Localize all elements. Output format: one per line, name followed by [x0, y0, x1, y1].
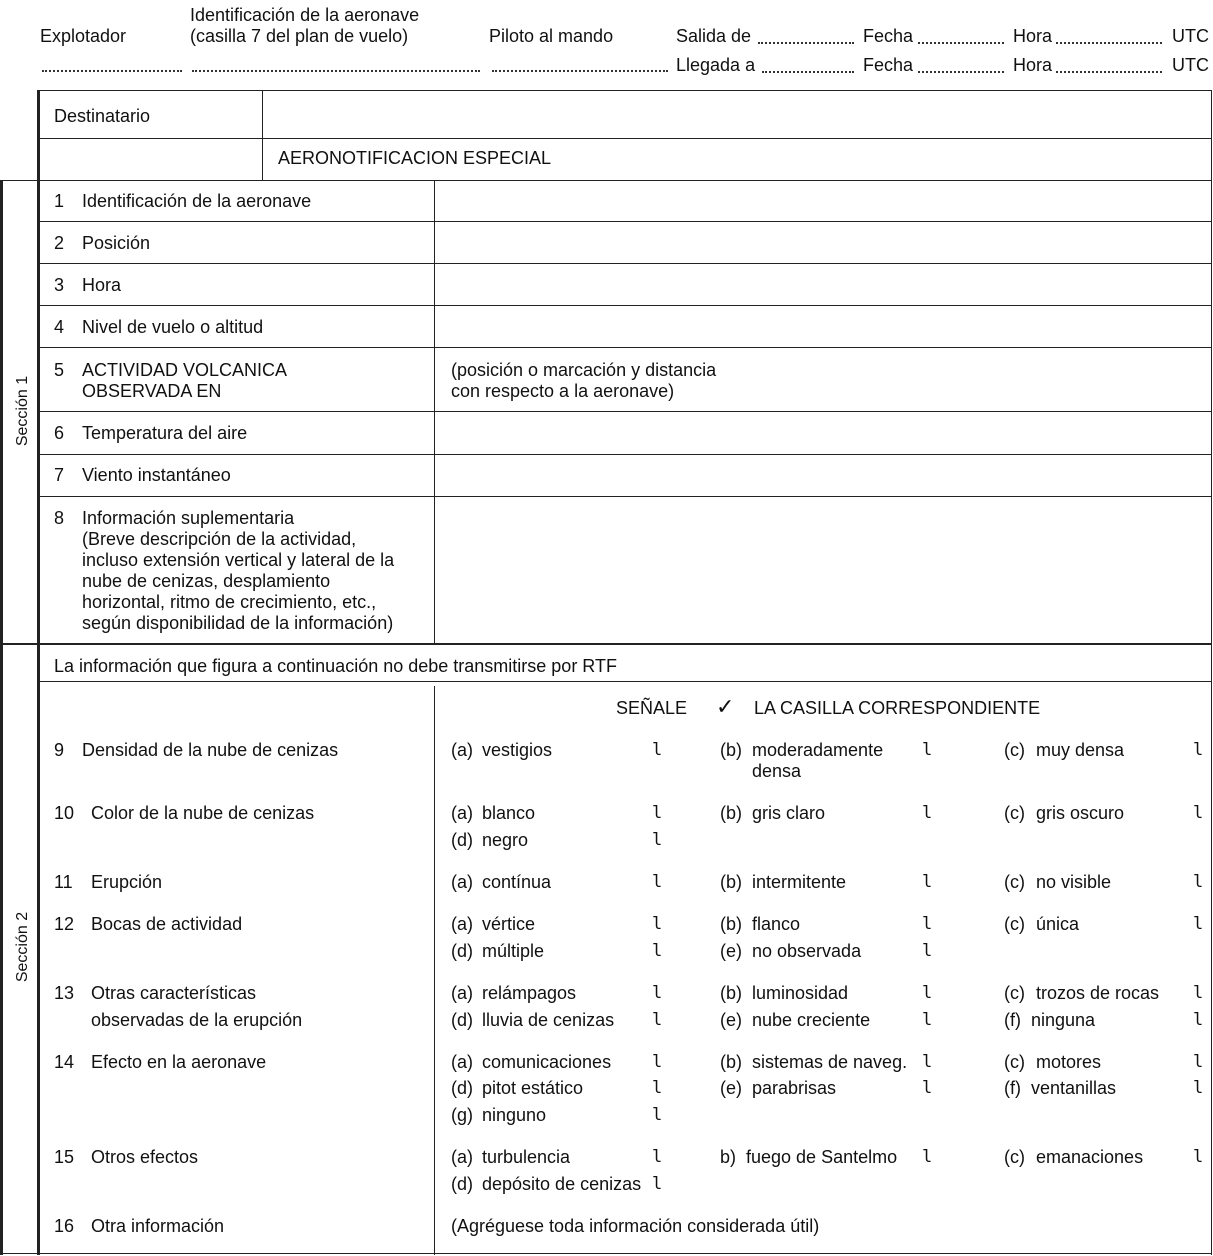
row-label: Nivel de vuelo o altitud	[82, 317, 264, 337]
section-1-label: Sección 1	[14, 375, 31, 447]
checkbox[interactable]: l	[652, 1174, 663, 1194]
row-number: 9	[54, 740, 65, 760]
arrival-time-label: Hora	[1013, 55, 1053, 75]
option-letter: (a)	[451, 983, 473, 1003]
option-letter: (f)	[1004, 1078, 1021, 1098]
departure-utc-label: UTC	[1172, 26, 1209, 46]
row-number: 7	[54, 465, 65, 485]
option-letter: b)	[720, 1147, 737, 1167]
row-note: (Agréguese toda información considerada útil)	[451, 1216, 820, 1236]
option-label: múltiple	[482, 941, 545, 961]
row-label: Temperatura del aire	[82, 423, 248, 443]
option-label: muy densa	[1036, 740, 1125, 760]
row-label: Otras características	[91, 983, 257, 1003]
option-letter: (d)	[451, 1078, 473, 1098]
addressee-label: Destinatario	[54, 106, 151, 126]
row-number: 5	[54, 360, 65, 380]
row-label: Información suplementaria	[82, 508, 295, 528]
row-label: Densidad de la nube de cenizas	[82, 740, 339, 760]
option-label: luminosidad	[752, 983, 849, 1003]
option-letter: (a)	[451, 914, 473, 934]
departure-date-label: Fecha	[863, 26, 914, 46]
row-label: Viento instantáneo	[82, 465, 231, 485]
option-letter: (b)	[720, 914, 742, 934]
row-note: (Breve descripción de la actividad, incluso extensión vertical y lateral de la nube de cenizas, desplamiento horizontal, ritmo de crecimiento, etc., según disponibilidad de la información)	[82, 529, 395, 633]
spot-wind-input[interactable]	[437, 457, 1209, 494]
arrival-date-label: Fecha	[863, 55, 914, 75]
checkbox[interactable]: l	[652, 1052, 663, 1072]
option-label-line-2: densa	[752, 761, 802, 781]
supplementary-info-input[interactable]	[437, 499, 1209, 641]
row-number: 13	[54, 983, 75, 1003]
checkbox[interactable]: l	[1193, 1147, 1204, 1167]
row-label-line-2: observadas de la erupción	[91, 1010, 303, 1030]
option-letter: (c)	[1004, 872, 1025, 892]
pilot-field[interactable]	[492, 70, 668, 72]
option-letter: (e)	[720, 941, 742, 961]
operator-label: Explotador	[40, 26, 127, 46]
checkbox[interactable]: l	[922, 1147, 933, 1167]
option-label: moderadamente	[752, 740, 884, 760]
checkbox[interactable]: l	[1193, 740, 1204, 760]
row-label: Otros efectos	[91, 1147, 199, 1167]
checkbox[interactable]: l	[922, 872, 933, 892]
checkbox[interactable]: l	[1193, 983, 1204, 1003]
departure-label: Salida de	[676, 26, 752, 46]
checkbox[interactable]: l	[922, 914, 933, 934]
option-letter: (c)	[1004, 740, 1025, 760]
option-letter: (e)	[720, 1078, 742, 1098]
departure-time-field[interactable]	[1056, 42, 1162, 44]
option-label: depósito de cenizas	[482, 1174, 642, 1194]
row-number: 16	[54, 1216, 75, 1236]
option-letter: (d)	[451, 1010, 473, 1030]
arrival-time-field[interactable]	[1056, 71, 1162, 73]
option-letter: (b)	[720, 983, 742, 1003]
checkbox[interactable]: l	[652, 740, 663, 760]
aircraft-id-input[interactable]	[437, 183, 1209, 219]
row-number: 2	[54, 233, 65, 253]
departure-time-label: Hora	[1013, 26, 1053, 46]
aircraft-id-sublabel: (casilla 7 del plan de vuelo)	[190, 26, 409, 46]
option-label: pitot estático	[482, 1078, 584, 1098]
option-letter: (c)	[1004, 914, 1025, 934]
checkbox[interactable]: l	[922, 1010, 933, 1030]
position-input[interactable]	[437, 225, 1209, 261]
option-label: no observada	[752, 941, 862, 961]
checkbox[interactable]: l	[652, 830, 663, 850]
row-label: Identificación de la aeronave	[82, 191, 312, 211]
flight-level-input[interactable]	[437, 309, 1209, 345]
row-number: 6	[54, 423, 65, 443]
option-label: vértice	[482, 914, 536, 934]
checkbox[interactable]: l	[1193, 1010, 1204, 1030]
option-letter: (a)	[451, 1052, 473, 1072]
checkbox[interactable]: l	[1193, 914, 1204, 934]
checkbox[interactable]: l	[922, 941, 933, 961]
row-label: Erupción	[91, 872, 163, 892]
time-input[interactable]	[437, 267, 1209, 303]
option-label: gris oscuro	[1036, 803, 1125, 823]
aircraft-id-label: Identificación de la aeronave	[190, 5, 420, 25]
arrival-date-field[interactable]	[918, 71, 1004, 73]
checkbox[interactable]: l	[1193, 1052, 1204, 1072]
option-letter: (c)	[1004, 1052, 1025, 1072]
row-number: 11	[54, 872, 73, 892]
instruction-text-2: LA CASILLA CORRESPONDIENTE	[754, 698, 1041, 718]
option-label: sistemas de naveg.	[752, 1052, 908, 1072]
arrival-label: Llegada a	[676, 55, 756, 75]
option-letter: (b)	[720, 803, 742, 823]
checkbox[interactable]: l	[652, 803, 663, 823]
option-label: ninguno	[482, 1105, 547, 1125]
option-label: ninguna	[1031, 1010, 1096, 1030]
option-letter: (e)	[720, 1010, 742, 1030]
checkbox[interactable]: l	[922, 983, 933, 1003]
option-label: gris claro	[752, 803, 826, 823]
air-temperature-input[interactable]	[437, 415, 1209, 452]
option-label: no visible	[1036, 872, 1112, 892]
row-number: 14	[54, 1052, 75, 1072]
aircraft-id-field[interactable]	[192, 70, 480, 72]
row-number: 12	[54, 914, 75, 934]
row-label-line-2: OBSERVADA EN	[82, 381, 222, 401]
checkbox[interactable]: l	[652, 1105, 663, 1125]
row-number: 8	[54, 508, 65, 528]
row-label: Posición	[82, 233, 151, 253]
row-label: Efecto en la aeronave	[91, 1052, 267, 1072]
option-label: fuego de Santelmo	[746, 1147, 898, 1167]
option-letter: (c)	[1004, 983, 1025, 1003]
section-2-label: Sección 2	[14, 911, 31, 983]
checkbox[interactable]: l	[922, 740, 933, 760]
row-note: (posición o marcación y distancia	[451, 360, 717, 380]
operator-field[interactable]	[42, 70, 182, 72]
option-letter: (g)	[451, 1105, 473, 1125]
checkbox[interactable]: l	[922, 1078, 933, 1098]
option-letter: (c)	[1004, 1147, 1025, 1167]
option-label: vestigios	[482, 740, 553, 760]
row-label: Otra información	[91, 1216, 225, 1236]
checkbox[interactable]: l	[1193, 1078, 1204, 1098]
option-label: ventanillas	[1031, 1078, 1117, 1098]
row-number: 3	[54, 275, 65, 295]
checkbox[interactable]: l	[652, 1147, 663, 1167]
option-label: turbulencia	[482, 1147, 571, 1167]
row-number: 10	[54, 803, 75, 823]
checkbox[interactable]: l	[652, 1078, 663, 1098]
report-title: AERONOTIFICACION ESPECIAL	[278, 148, 552, 168]
option-letter: (a)	[451, 872, 473, 892]
option-label: nube creciente	[752, 1010, 871, 1030]
checkbox[interactable]: l	[652, 872, 663, 892]
checkbox[interactable]: l	[1193, 803, 1204, 823]
option-letter: (a)	[451, 803, 473, 823]
checkbox[interactable]: l	[922, 803, 933, 823]
checkbox[interactable]: l	[1193, 872, 1204, 892]
option-letter: (b)	[720, 740, 742, 760]
option-letter: (d)	[451, 941, 473, 961]
option-letter: (b)	[720, 1052, 742, 1072]
rtf-notice: La información que figura a continuación no debe transmitirse por RTF	[54, 656, 617, 676]
option-letter: (a)	[451, 1147, 473, 1167]
option-label: motores	[1036, 1052, 1102, 1072]
option-letter: (f)	[1004, 1010, 1021, 1030]
row-label: ACTIVIDAD VOLCANICA	[82, 360, 288, 380]
option-label: única	[1036, 914, 1080, 934]
option-letter: (b)	[720, 872, 742, 892]
row-label: Bocas de actividad	[91, 914, 243, 934]
checkbox[interactable]: l	[922, 1052, 933, 1072]
row-number: 1	[54, 191, 65, 211]
addressee-field[interactable]	[265, 93, 1209, 136]
checkmark-icon: ✓	[716, 694, 735, 719]
option-letter: (d)	[451, 1174, 473, 1194]
departure-date-field[interactable]	[918, 42, 1004, 44]
option-label: trozos de rocas	[1036, 983, 1160, 1003]
option-letter: (c)	[1004, 803, 1025, 823]
option-label: comunicaciones	[482, 1052, 612, 1072]
option-label: blanco	[482, 803, 536, 823]
checkbox[interactable]: l	[652, 941, 663, 961]
option-letter: (a)	[451, 740, 473, 760]
option-label: emanaciones	[1036, 1147, 1144, 1167]
row-label: Hora	[82, 275, 122, 295]
instruction-text: SEÑALE	[616, 698, 688, 718]
arrival-utc-label: UTC	[1172, 55, 1209, 75]
row-label: Color de la nube de cenizas	[91, 803, 315, 823]
option-label: lluvia de cenizas	[482, 1010, 615, 1030]
checkbox[interactable]: l	[652, 914, 663, 934]
row-number: 4	[54, 317, 65, 337]
checkbox[interactable]: l	[652, 1010, 663, 1030]
option-label: negro	[482, 830, 529, 850]
option-letter: (d)	[451, 830, 473, 850]
option-label: contínua	[482, 872, 552, 892]
pilot-label: Piloto al mando	[489, 26, 614, 46]
row-note-line-2: con respecto a la aeronave)	[451, 381, 675, 401]
departure-field[interactable]	[758, 42, 854, 44]
option-label: flanco	[752, 914, 801, 934]
row-number: 15	[54, 1147, 75, 1167]
option-label: intermitente	[752, 872, 847, 892]
option-label: relámpagos	[482, 983, 577, 1003]
arrival-field[interactable]	[762, 71, 854, 73]
checkbox[interactable]: l	[652, 983, 663, 1003]
option-label: parabrisas	[752, 1078, 837, 1098]
